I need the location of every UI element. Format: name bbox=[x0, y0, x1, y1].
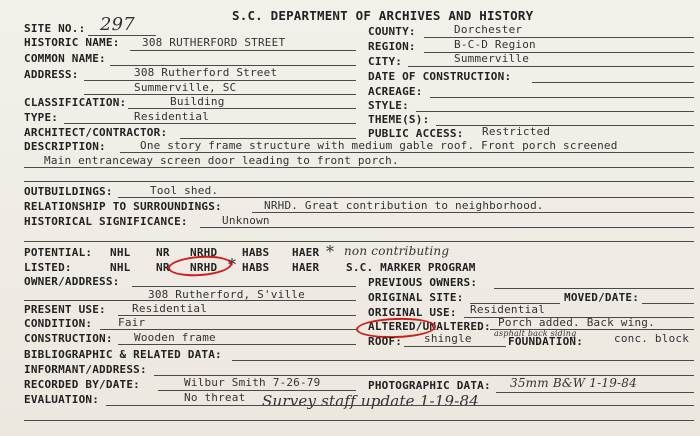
owner-label: OWNER/ADDRESS: bbox=[24, 275, 120, 288]
photo-label: PHOTOGRAPHIC DATA: bbox=[368, 379, 491, 392]
marker-program-label: S.C. MARKER PROGRAM bbox=[346, 261, 476, 274]
listed-haer: HAER bbox=[292, 261, 320, 274]
outbuildings-value: Tool shed. bbox=[150, 184, 219, 197]
description-line1: One story frame structure with medium gable roof. Front porch screened bbox=[140, 139, 618, 152]
significance-value: Unknown bbox=[222, 214, 270, 227]
city-value: Summerville bbox=[454, 52, 530, 65]
potential-nrhd: NRHD bbox=[190, 246, 218, 259]
nrhd-circle-mark bbox=[167, 254, 232, 278]
acreage-line bbox=[430, 97, 694, 98]
description-rule2 bbox=[24, 167, 694, 168]
owner-line1 bbox=[132, 286, 356, 287]
historic-name-value: 308 RUTHERFORD STREET bbox=[142, 36, 286, 49]
relationship-label: RELATIONSHIP TO SURROUNDINGS: bbox=[24, 200, 222, 213]
foundation-value: conc. block bbox=[614, 332, 690, 345]
listed-nr: NR bbox=[156, 261, 170, 274]
region-value: B-C-D Region bbox=[454, 38, 536, 51]
listed-nhl: NHL bbox=[110, 261, 131, 274]
description-line2: Main entranceway screen door leading to front porch. bbox=[44, 154, 399, 167]
acreage-label: ACREAGE: bbox=[368, 85, 423, 98]
photo-line bbox=[496, 392, 694, 393]
type-line bbox=[64, 123, 356, 124]
condition-label: CONDITION: bbox=[24, 317, 93, 330]
significance-label: HISTORICAL SIGNIFICANCE: bbox=[24, 215, 188, 228]
common-name-label: COMMON NAME: bbox=[24, 52, 106, 65]
significance-line bbox=[200, 227, 694, 228]
outbuildings-line bbox=[118, 197, 694, 198]
potential-star-mark: * bbox=[326, 242, 335, 261]
construction-label: CONSTRUCTION: bbox=[24, 332, 113, 345]
evaluation-note: Survey staff update 1-19-84 bbox=[262, 392, 479, 410]
city-line bbox=[408, 66, 694, 67]
listed-star-mark: * bbox=[228, 255, 237, 274]
region-label: REGION: bbox=[368, 40, 416, 53]
biblio-label: BIBLIOGRAPHIC & RELATED DATA: bbox=[24, 348, 222, 361]
moved-date-line bbox=[642, 303, 694, 304]
moved-date-label: MOVED/DATE: bbox=[564, 291, 640, 304]
city-label: CITY: bbox=[368, 55, 403, 68]
present-use-value: Residential bbox=[132, 302, 208, 315]
site-no-label: SITE NO.: bbox=[24, 22, 86, 35]
classification-line bbox=[128, 108, 356, 109]
roof-value: shingle bbox=[424, 332, 472, 345]
biblio-line bbox=[232, 360, 694, 361]
address-line1: 308 Rutherford Street bbox=[134, 66, 278, 79]
site-no-value: 297 bbox=[100, 14, 135, 35]
potential-habs: HABS bbox=[242, 246, 270, 259]
recorded-label: RECORDED BY/DATE: bbox=[24, 378, 140, 391]
roof-label: ROOF: bbox=[368, 335, 403, 348]
evaluation-rule2 bbox=[24, 420, 694, 421]
style-label: STYLE: bbox=[368, 99, 409, 112]
construction-date-label: DATE OF CONSTRUCTION: bbox=[368, 70, 512, 83]
listed-nrhd: NRHD bbox=[190, 261, 218, 274]
relationship-line bbox=[252, 212, 694, 213]
condition-line bbox=[100, 329, 356, 330]
present-use-line bbox=[118, 315, 356, 316]
county-value: Dorchester bbox=[454, 23, 523, 36]
evaluation-label: EVALUATION: bbox=[24, 393, 100, 406]
type-value: Residential bbox=[134, 110, 210, 123]
owner-value: 308 Rutherford, S'ville bbox=[148, 288, 305, 301]
original-site-label: ORIGINAL SITE: bbox=[368, 291, 464, 304]
style-line bbox=[416, 111, 694, 112]
informant-label: INFORMANT/ADDRESS: bbox=[24, 363, 147, 376]
listed-label: LISTED: bbox=[24, 261, 72, 274]
photo-value: 35mm B&W 1-19-84 bbox=[510, 376, 637, 390]
significance-rule2 bbox=[24, 241, 694, 242]
historic-name-label: HISTORIC NAME: bbox=[24, 36, 120, 49]
description-rule3 bbox=[24, 181, 694, 182]
card-title: S.C. DEPARTMENT OF ARCHIVES AND HISTORY bbox=[232, 8, 534, 23]
classification-label: CLASSIFICATION: bbox=[24, 96, 127, 109]
outbuildings-label: OUTBUILDINGS: bbox=[24, 185, 113, 198]
construction-line bbox=[118, 344, 356, 345]
description-label: DESCRIPTION: bbox=[24, 140, 106, 153]
altered-value: Porch added. Back wing. bbox=[498, 316, 655, 329]
public-access-value: Restricted bbox=[482, 125, 551, 138]
public-access-label: PUBLIC ACCESS: bbox=[368, 127, 464, 140]
theme-label: THEME(S): bbox=[368, 113, 430, 126]
address-line2: Summerville, SC bbox=[134, 81, 237, 94]
type-label: TYPE: bbox=[24, 111, 59, 124]
recorded-value: Wilbur Smith 7-26-79 bbox=[184, 376, 321, 389]
potential-nr: NR bbox=[156, 246, 170, 259]
theme-line bbox=[436, 125, 694, 126]
evaluation-value: No threat bbox=[184, 391, 246, 404]
altered-note: asphalt back siding bbox=[494, 329, 577, 338]
classification-value: Building bbox=[170, 95, 225, 108]
architect-label: ARCHITECT/CONTRACTOR: bbox=[24, 126, 168, 139]
potential-haer: HAER bbox=[292, 246, 320, 259]
roof-line bbox=[404, 346, 506, 347]
potential-label: POTENTIAL: bbox=[24, 246, 93, 259]
previous-owners-line bbox=[494, 288, 694, 289]
construction-value: Wooden frame bbox=[134, 331, 216, 344]
county-label: COUNTY: bbox=[368, 25, 416, 38]
foundation-label: FOUNDATION: bbox=[508, 335, 584, 348]
altered-label: ALTERED/UNALTERED: bbox=[368, 320, 491, 333]
address-label: ADDRESS: bbox=[24, 68, 79, 81]
potential-note: non contributing bbox=[344, 244, 450, 258]
altered-line bbox=[490, 329, 694, 330]
previous-owners-label: PREVIOUS OWNERS: bbox=[368, 276, 478, 289]
owner-line2 bbox=[24, 300, 356, 301]
relationship-value: NRHD. Great contribution to neighborhood. bbox=[264, 199, 544, 212]
original-use-value: Residential bbox=[470, 303, 546, 316]
evaluation-line bbox=[106, 405, 694, 406]
original-use-label: ORIGINAL USE: bbox=[368, 306, 457, 319]
condition-value: Fair bbox=[118, 316, 146, 329]
construction-date-line bbox=[532, 82, 694, 83]
potential-nhl: NHL bbox=[110, 246, 131, 259]
listed-habs: HABS bbox=[242, 261, 270, 274]
historic-name-line bbox=[130, 50, 356, 51]
description-rule1 bbox=[120, 152, 694, 153]
present-use-label: PRESENT USE: bbox=[24, 303, 106, 316]
